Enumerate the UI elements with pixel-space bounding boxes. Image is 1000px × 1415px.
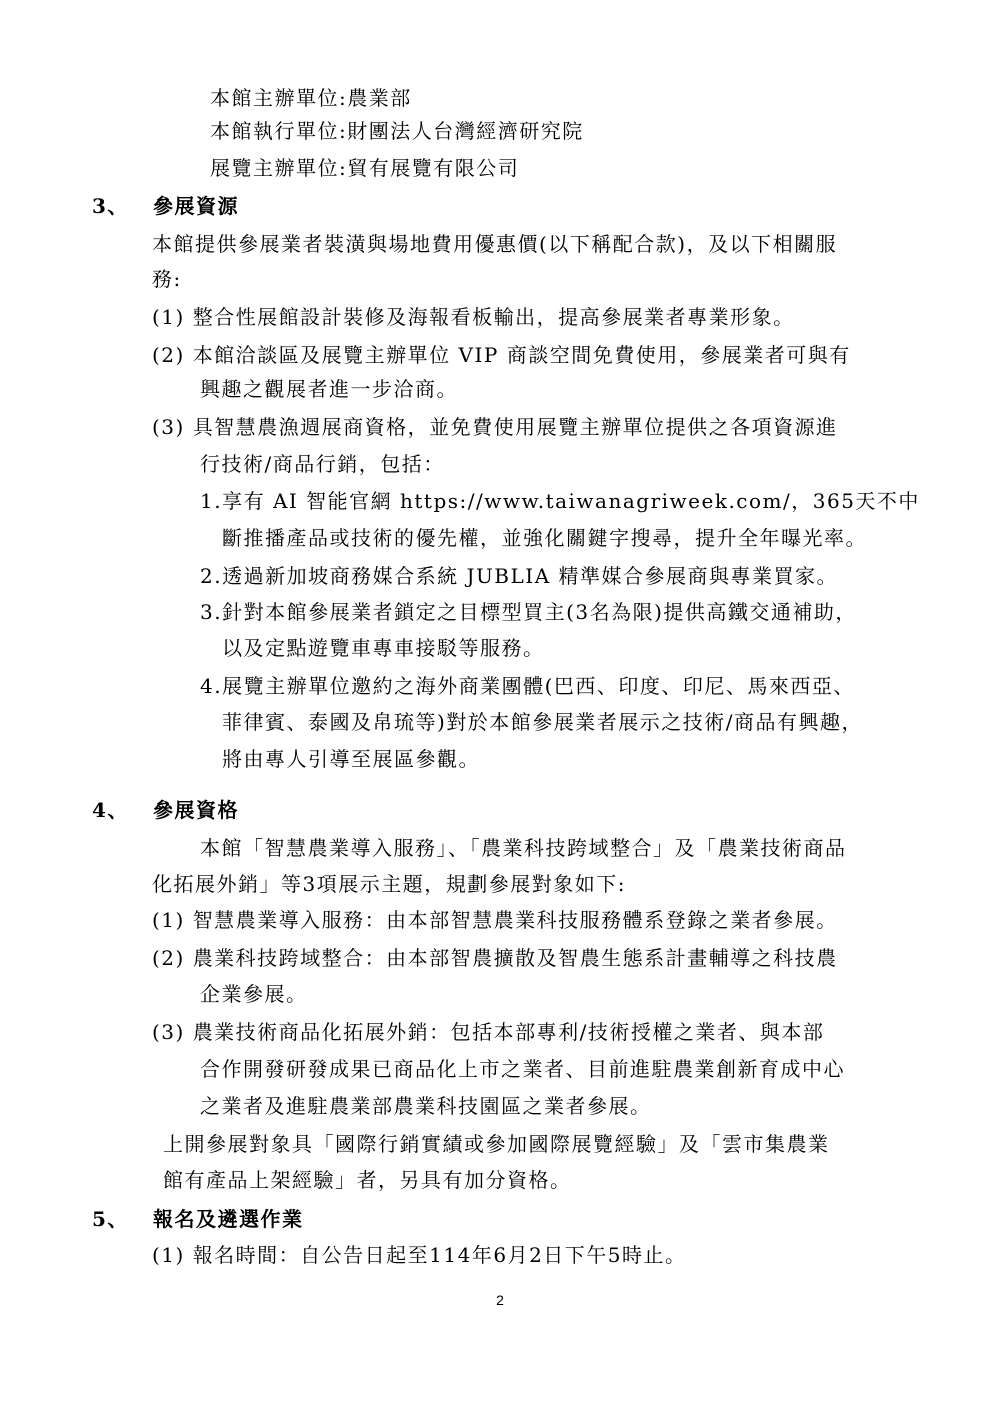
section3-intro-line1: 本館提供參展業者裝潢與場地費用優惠價(以下稱配合款)，及以下相關服 (152, 232, 838, 256)
section4-item3-line2: 合作開發研發成果已商品化上市之業者、目前進駐農業創新育成中心 (200, 1057, 845, 1081)
section3-sub4-line2: 菲律賓、泰國及帛琉等)對於本館參展業者展示之技術/商品有興趣， (222, 710, 864, 734)
section3-number: 3、 (92, 194, 129, 218)
section4-item3-line1: (3) 農業技術商品化拓展外銷：包括本部專利/技術授權之業者、與本部 (152, 1020, 825, 1044)
section4-intro-line2: 化拓展外銷」等3項展示主題，規劃參展對象如下: (152, 872, 626, 896)
section3-title: 參展資源 (153, 194, 239, 218)
section5-number: 5、 (92, 1207, 129, 1231)
section3-item1: (1) 整合性展館設計裝修及海報看板輸出，提高參展業者專業形象。 (152, 305, 795, 329)
section4-bonus-line2: 館有產品上架經驗」者，另具有加分資格。 (163, 1168, 572, 1192)
section3-sub1-line1: 1.享有 AI 智能官網 https://www.taiwanagriweek.com/，365天不中 (200, 489, 920, 513)
section5-title: 報名及遴選作業 (153, 1207, 304, 1231)
section3-item3-line1: (3) 具智慧農漁週展商資格，並免費使用展覽主辦單位提供之各項資源進 (152, 415, 838, 439)
section3-intro-line2: 務: (152, 267, 182, 291)
section3-item2-line1: (2) 本館洽談區及展覽主辦單位 VIP 商談空間免費使用，參展業者可與有 (152, 343, 851, 367)
section4-title: 參展資格 (153, 798, 239, 822)
section4-intro-line1: 本館「智慧農業導入服務」、「農業科技跨域整合」及「農業技術商品 (200, 836, 847, 860)
section4-number: 4、 (92, 798, 129, 822)
section3-sub3-line1: 3.針對本館參展業者鎖定之目標型買主(3名為限)提供高鐵交通補助， (200, 600, 857, 624)
section3-item3-line2: 行技術/商品行銷，包括： (200, 452, 445, 476)
organizer-exhibition-host: 展覽主辦單位:貿有展覽有限公司 (210, 156, 520, 180)
section5-item1: (1) 報名時間：自公告日起至114年6月2日下午5時止。 (152, 1243, 687, 1267)
section4-item2-line1: (2) 農業科技跨域整合：由本部智農擴散及智農生態系計畫輔導之科技農 (152, 946, 838, 970)
section3-item2-line2: 興趣之觀展者進一步洽商。 (200, 377, 458, 401)
section4-item2-line2: 企業參展。 (200, 982, 308, 1006)
page-number: 2 (496, 1292, 504, 1308)
section4-bonus-line1: 上開參展對象具「國際行銷實績或參加國際展覽經驗」及「雲市集農業 (163, 1132, 830, 1156)
section3-sub4-line1: 4.展覽主辦單位邀約之海外商業團體(巴西、印度、印尼、馬來西亞、 (200, 674, 855, 698)
section4-item3-line3: 之業者及進駐農業部農業科技園區之業者參展。 (200, 1094, 652, 1118)
organizer-host: 本館主辦單位:農業部 (210, 86, 412, 110)
organizer-executor: 本館執行單位:財團法人台灣經濟研究院 (210, 119, 584, 143)
section3-sub1-line2: 斷推播產品或技術的優先權，並強化關鍵字搜尋，提升全年曝光率。 (222, 526, 867, 550)
section3-sub2: 2.透過新加坡商務媒合系統 JUBLIA 精準媒合參展商與專業買家。 (200, 564, 838, 588)
section4-item1: (1) 智慧農業導入服務：由本部智慧農業科技服務體系登錄之業者參展。 (152, 908, 838, 932)
section3-sub3-line2: 以及定點遊覽車專車接駁等服務。 (222, 636, 545, 660)
section3-sub4-line3: 將由專人引導至展區參觀。 (222, 747, 480, 771)
